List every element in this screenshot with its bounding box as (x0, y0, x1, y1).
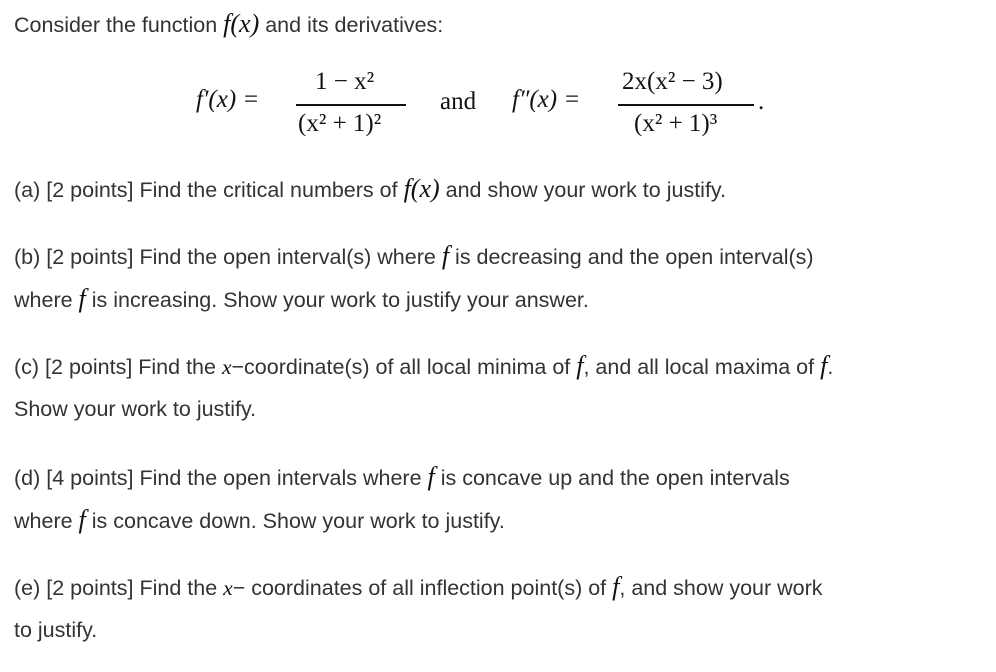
question-d-line2 (14, 505, 505, 536)
question-b-line2 (14, 284, 589, 315)
intro-function: f(x) (223, 9, 260, 38)
question-d-l1-prefix: (d) [4 points] Find the open intervals where (14, 466, 428, 490)
question-e-l1-suffix: , and show your work (619, 576, 823, 600)
question-b-l1-suffix: is decreasing and the open interval(s) (449, 245, 814, 269)
display-period: . (758, 88, 765, 115)
fdoubleprime-numerator: 2x(x² − 3) (622, 68, 723, 95)
question-e-l1-prefix: (e) [2 points] Find the (14, 576, 224, 600)
question-c-line2 (14, 394, 256, 424)
fdoubleprime-fraction-bar (618, 104, 754, 106)
question-a-suffix: and show your work to justify. (439, 178, 727, 202)
question-e-l2: to justify. (14, 618, 98, 642)
question-a-prefix: (a) [2 points] Find the critical numbers of (14, 178, 404, 202)
question-d-l2-prefix: where (14, 509, 79, 533)
fprime-numerator: 1 − x² (315, 68, 375, 95)
derivatives-display (0, 62, 996, 152)
question-e-f: f (612, 572, 620, 601)
question-d-l2-suffix: is concave down. Show your work to justify. (85, 509, 505, 533)
question-b-l2-suffix: is increasing. Show your work to justify your answer. (85, 288, 589, 312)
question-c-l2: Show your work to justify. (14, 397, 257, 421)
intro-text-before: Consider the function (14, 13, 224, 37)
question-c-f2: f (820, 351, 828, 380)
fprime-denominator: (x² + 1)² (298, 110, 382, 137)
question-c-line1 (14, 351, 833, 382)
question-e-line2 (14, 615, 97, 645)
question-c-l1-end: . (827, 355, 834, 379)
fdoubleprime-denominator: (x² + 1)³ (634, 110, 718, 137)
fprime-lhs: f′(x) = (196, 86, 260, 113)
intro-text-after: and its derivatives: (259, 13, 444, 37)
fdoubleprime-lhs: f″(x) = (512, 86, 581, 113)
and-connector: and (440, 88, 477, 115)
question-d-f: f (427, 462, 435, 491)
question-e-x: x (223, 576, 233, 600)
question-e-l1-mid: − coordinates of all inflection point(s) of (232, 576, 613, 600)
question-c-f: f (576, 351, 584, 380)
question-b-l2-prefix: where (14, 288, 79, 312)
question-b-line1 (14, 241, 814, 272)
question-a (14, 174, 726, 205)
question-d-f2: f (78, 505, 86, 534)
question-d-l1-suffix: is concave up and the open intervals (434, 466, 790, 490)
intro-line (14, 9, 443, 40)
fprime-fraction-bar (296, 104, 406, 106)
question-e-line1 (14, 572, 823, 603)
question-c-x: x (221, 355, 232, 379)
question-c-l1-mid2: , and all local maxima of (583, 355, 821, 379)
question-b-f2: f (78, 284, 86, 313)
question-c-l1-prefix: (c) [2 points] Find the (14, 355, 222, 379)
question-a-function: f(x) (403, 174, 440, 203)
question-c-l1-mid: −coordinate(s) of all local minima of (231, 355, 577, 379)
question-b-f: f (441, 241, 450, 270)
question-d-line1 (14, 462, 790, 493)
question-b-l1-prefix: (b) [2 points] Find the open interval(s) where (14, 245, 442, 269)
